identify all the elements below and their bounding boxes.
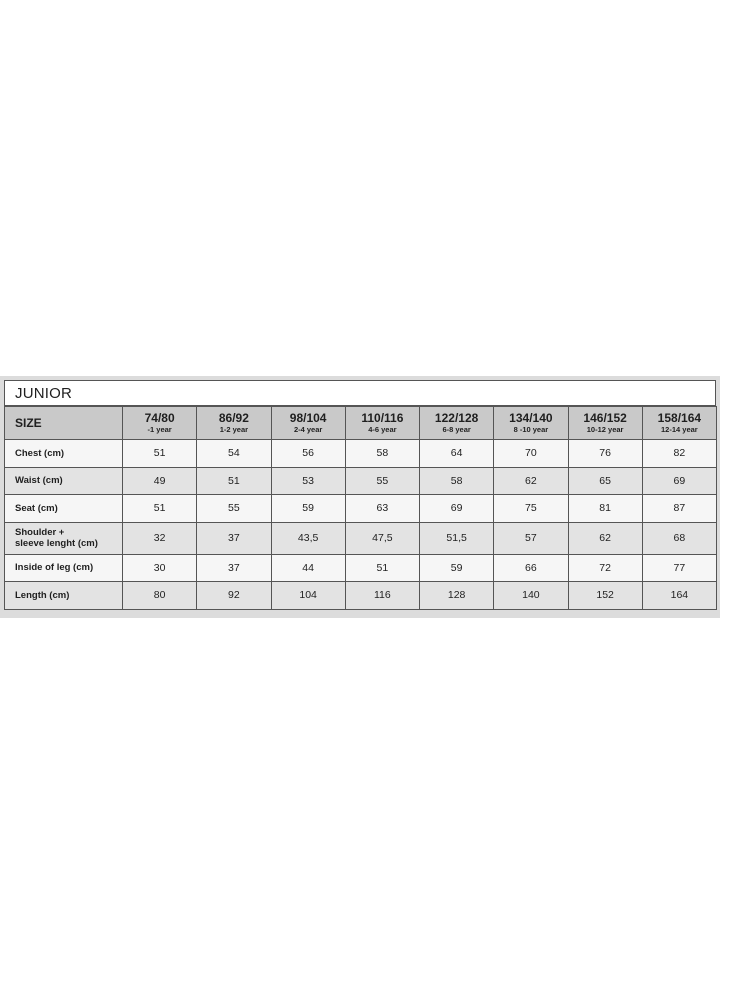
size-value: 74/80	[144, 411, 175, 425]
table-cell: 55	[197, 495, 271, 523]
table-cell: 77	[642, 554, 716, 582]
table-cell: 80	[123, 582, 197, 610]
table-cell: 72	[568, 554, 642, 582]
table-cell: 59	[271, 495, 345, 523]
size-header-cell	[271, 407, 345, 440]
table-cell: 76	[568, 440, 642, 468]
size-header-cell	[197, 407, 271, 440]
size-header-cell	[494, 407, 568, 440]
size-age: 2-4 year	[293, 425, 323, 434]
table-cell: 68	[642, 522, 716, 554]
size-column-header: SIZE	[5, 407, 123, 440]
size-age: 1-2 year	[219, 425, 249, 434]
size-age: 12-14 year	[661, 425, 698, 434]
table-cell: 59	[420, 554, 494, 582]
size-value: 134/140	[509, 411, 553, 425]
table-row	[5, 467, 717, 495]
table-cell: 82	[642, 440, 716, 468]
size-header-cell	[568, 407, 642, 440]
table-cell: 55	[345, 467, 419, 495]
table-cell: 51	[123, 495, 197, 523]
table-cell: 64	[420, 440, 494, 468]
table-cell: 51	[345, 554, 419, 582]
row-label: Chest (cm)	[5, 440, 123, 468]
table-cell: 63	[345, 495, 419, 523]
size-header-cell	[345, 407, 419, 440]
table-cell: 116	[345, 582, 419, 610]
table-cell: 69	[420, 495, 494, 523]
table-cell: 58	[420, 467, 494, 495]
size-age: 10-12 year	[586, 425, 624, 434]
table-row	[5, 582, 717, 610]
size-value: 158/164	[657, 411, 702, 425]
table-cell: 37	[197, 554, 271, 582]
table-cell: 69	[642, 467, 716, 495]
table-row	[5, 522, 717, 554]
table-cell: 104	[271, 582, 345, 610]
table-cell: 128	[420, 582, 494, 610]
table-cell: 65	[568, 467, 642, 495]
table-row	[5, 440, 717, 468]
table-cell: 81	[568, 495, 642, 523]
size-value: 98/104	[289, 411, 327, 425]
size-value: 110/116	[361, 411, 404, 425]
table-row	[5, 495, 717, 523]
size-header-cell	[123, 407, 197, 440]
table-cell: 51	[123, 440, 197, 468]
table-cell: 164	[642, 582, 716, 610]
table-cell: 32	[123, 522, 197, 554]
size-age: 8 -10 year	[513, 425, 549, 434]
table-cell: 54	[197, 440, 271, 468]
size-age: 4-6 year	[368, 425, 397, 434]
table-cell: 66	[494, 554, 568, 582]
table-cell: 47,5	[345, 522, 419, 554]
row-label: Waist (cm)	[5, 467, 123, 495]
table-cell: 62	[568, 522, 642, 554]
size-age: 6-8 year	[442, 425, 471, 434]
table-body	[5, 440, 717, 610]
table-cell: 30	[123, 554, 197, 582]
table-row	[5, 554, 717, 582]
row-label: Shoulder + sleeve lenght (cm)	[5, 522, 123, 554]
table-cell: 58	[345, 440, 419, 468]
table-cell: 75	[494, 495, 568, 523]
table-cell: 49	[123, 467, 197, 495]
row-label: Length (cm)	[5, 582, 123, 610]
size-value: 86/92	[218, 411, 249, 425]
table-cell: 62	[494, 467, 568, 495]
table-cell: 51	[197, 467, 271, 495]
size-age: -1 year	[147, 425, 172, 434]
chart-title: JUNIOR	[4, 380, 716, 406]
size-chart	[0, 376, 720, 618]
table-cell: 44	[271, 554, 345, 582]
row-label: Seat (cm)	[5, 495, 123, 523]
table-cell: 37	[197, 522, 271, 554]
table-cell: 51,5	[420, 522, 494, 554]
table-cell: 140	[494, 582, 568, 610]
table-cell: 56	[271, 440, 345, 468]
table-cell: 53	[271, 467, 345, 495]
size-header-cell	[642, 407, 716, 440]
size-header-cell	[420, 407, 494, 440]
table-cell: 87	[642, 495, 716, 523]
table-cell: 70	[494, 440, 568, 468]
table-cell: 152	[568, 582, 642, 610]
size-value: 122/128	[434, 411, 479, 425]
table-cell: 92	[197, 582, 271, 610]
row-label: Inside of leg (cm)	[5, 554, 123, 582]
table-cell: 43,5	[271, 522, 345, 554]
header-row	[5, 407, 717, 440]
size-table	[4, 406, 717, 610]
table-cell: 57	[494, 522, 568, 554]
size-value: 146/152	[583, 411, 627, 425]
